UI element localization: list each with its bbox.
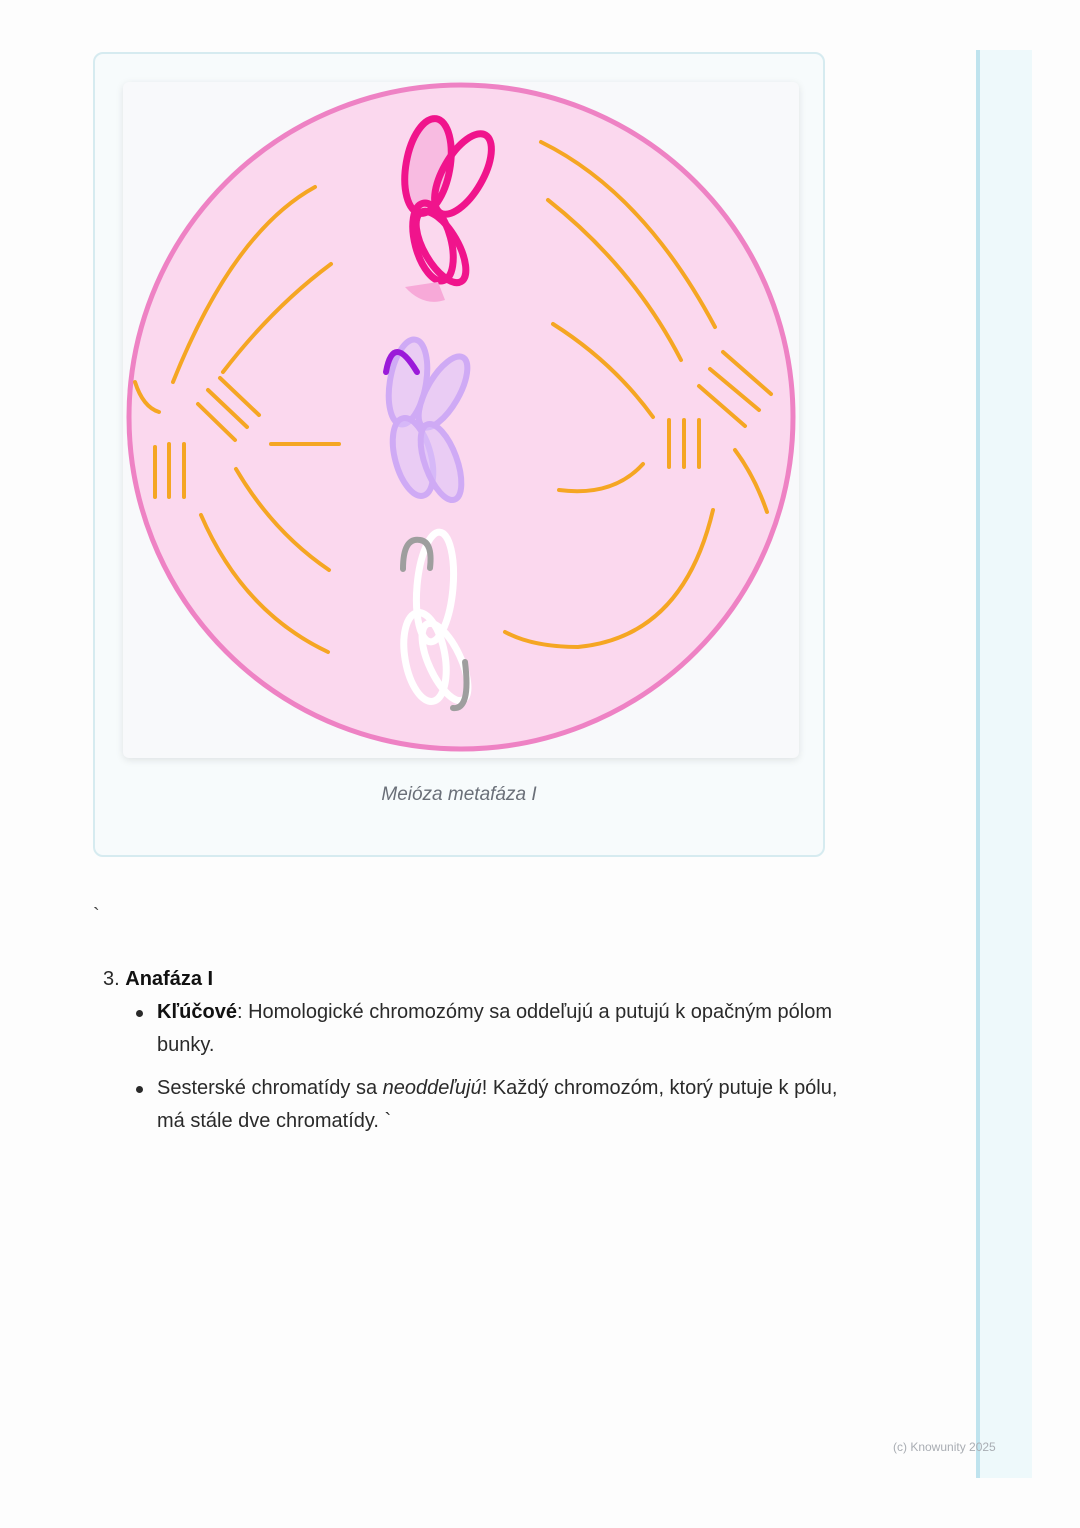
bullet-item-2 xyxy=(157,1072,843,1138)
bullet-2-text-before: Sesterské chromatídy sa xyxy=(157,1077,383,1099)
stray-backtick: ` xyxy=(93,905,100,927)
anaphase-section xyxy=(103,963,843,1148)
section-heading xyxy=(103,963,843,996)
cell-membrane xyxy=(129,85,793,749)
section-title: Anafáza I xyxy=(125,968,214,990)
bullet-item-1 xyxy=(157,996,843,1062)
section-number: 3. xyxy=(103,968,120,990)
bullet-1-text: : Homologické chromozómy sa oddeľujú a putujú k opačným pólom bunky. xyxy=(157,1001,832,1056)
meiosis-illustration xyxy=(123,82,799,758)
copyright-footer: (c) Knowunity 2025 xyxy=(893,1440,996,1454)
bullet-list xyxy=(103,996,843,1138)
figure-card xyxy=(93,52,825,857)
cell-diagram xyxy=(123,82,799,758)
bullet-2-text-after: ! Každý chromozóm, ktorý putuje k pólu, má stále dve chromatídy. ` xyxy=(157,1077,838,1132)
figure-caption: Meióza metafáza I xyxy=(381,784,537,805)
bullet-1-bold: Kľúčové xyxy=(157,1001,237,1023)
bullet-2-italic: neoddeľujú xyxy=(382,1077,482,1099)
right-sidebar xyxy=(976,50,1032,1478)
